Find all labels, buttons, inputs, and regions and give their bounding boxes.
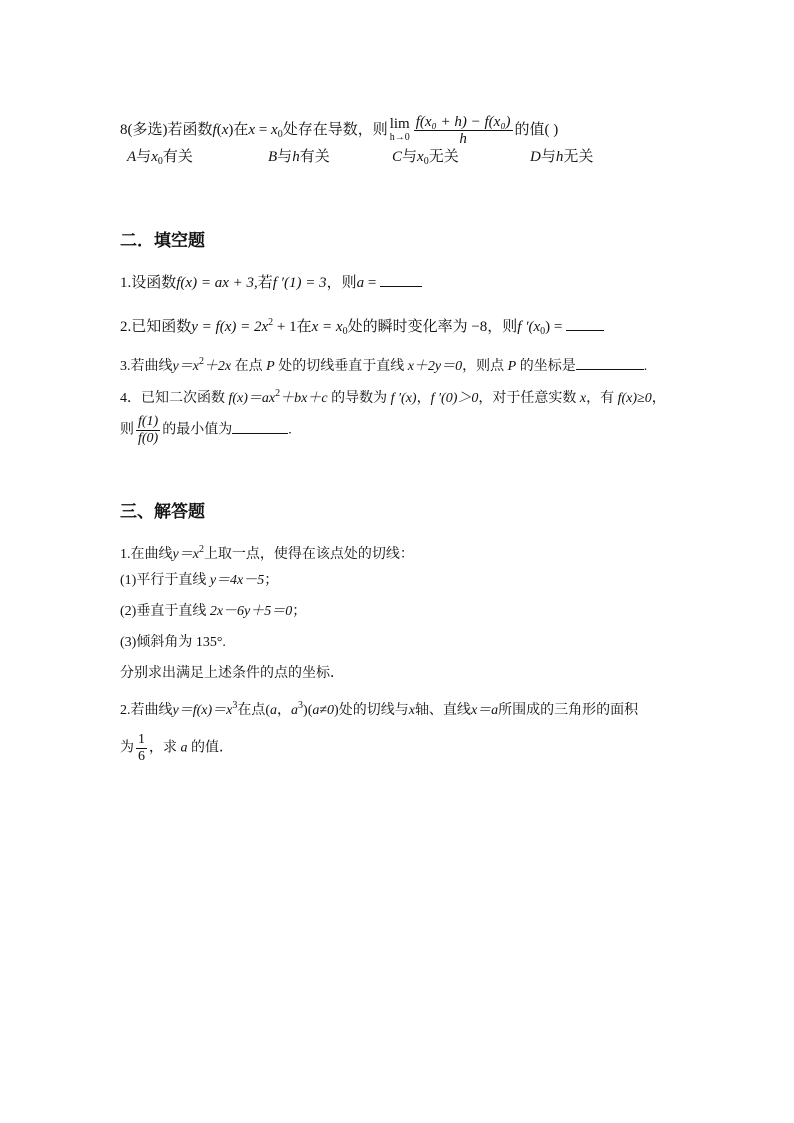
- fill-question-4: 4．已知二次函数 $f(x)=ax^2+bx+c$ 的导数为 f ′(x)，f ′(0)＞0，对于任意实数 x，有 f(x)≥0，: [120, 388, 666, 406]
- solve-question-1-part-1: (1)平行于直线 y＝4x－5；: [120, 573, 279, 588]
- solve-question-1-instruction: 分别求出满足上述条件的点的坐标．: [120, 666, 344, 681]
- solve-question-2: 2.若曲线$y=f(x)=x^3$在点(a，$a^3)(a\ne 0)$处的切线与x轴、直线x＝a所围成的三角形的面积: [120, 700, 639, 718]
- q8-option-d: D与h无关: [530, 149, 594, 165]
- section-title-fill-in: 二．填空题: [120, 231, 205, 251]
- answer-blank[interactable]: [380, 272, 422, 287]
- difference-quotient: $\frac{\text{f(x₀ + h) − f(x₀)}}{h}$: [415, 114, 511, 147]
- answer-blank[interactable]: [566, 316, 604, 331]
- fill-question-3: 3.若曲线$y=x^2+2x$ 在点 P 处的切线垂直于直线 x＋2y＝0，则点 P 的坐标是 .: [120, 356, 648, 374]
- fill-question-2: 2.已知函数$y = f(x) = 2x^2 + 1$在$x = x_0$处的瞬时变化率为 −8，则f $'(x_0)$ =: [120, 313, 604, 342]
- solve-question-1-part-3: (3)倾斜角为 135°.: [120, 635, 226, 650]
- section-title-solve: 三、解答题: [120, 502, 205, 522]
- q8-option-a: A与$x_0$有关: [127, 149, 193, 167]
- q8-tag: 多选: [132, 121, 163, 138]
- q8-number: 8: [120, 121, 128, 138]
- solve-question-1-part-2: (2)垂直于直线 2x－6y＋5＝0；: [120, 604, 307, 619]
- limit-operator: lim h→0: [389, 115, 410, 143]
- area-fraction: $\frac{1}{6}$: [138, 732, 145, 764]
- answer-blank[interactable]: [232, 419, 288, 434]
- question-8: 8(多选)若函数f(x)在$x = x_0$处存在导数，则 lim h→0 $\frac{\text{f(x₀ + h) − f(x₀)}}{h}$ 的值( ): [120, 114, 559, 147]
- q8-option-b: B与h有关: [268, 149, 330, 165]
- fill-question-4-cont: 则 $\frac{f(1)}{f(0)}$ 的最小值为 .: [120, 414, 292, 446]
- solve-question-2-cont: 为 $\frac{1}{6}$ ，求 a 的值．: [120, 732, 233, 764]
- answer-blank[interactable]: [576, 355, 644, 370]
- fill-question-1: 1.设函数f(x) = ax + 3,若f ′(1) = 3，则a =: [120, 272, 422, 293]
- ratio-fraction: $\frac{f(1)}{f(0)}$: [138, 414, 159, 446]
- q8-option-c: C与$x_0$无关: [392, 149, 459, 167]
- solve-question-1: 1.在曲线$y=x^2$上取一点，使得在该点处的切线：: [120, 544, 414, 562]
